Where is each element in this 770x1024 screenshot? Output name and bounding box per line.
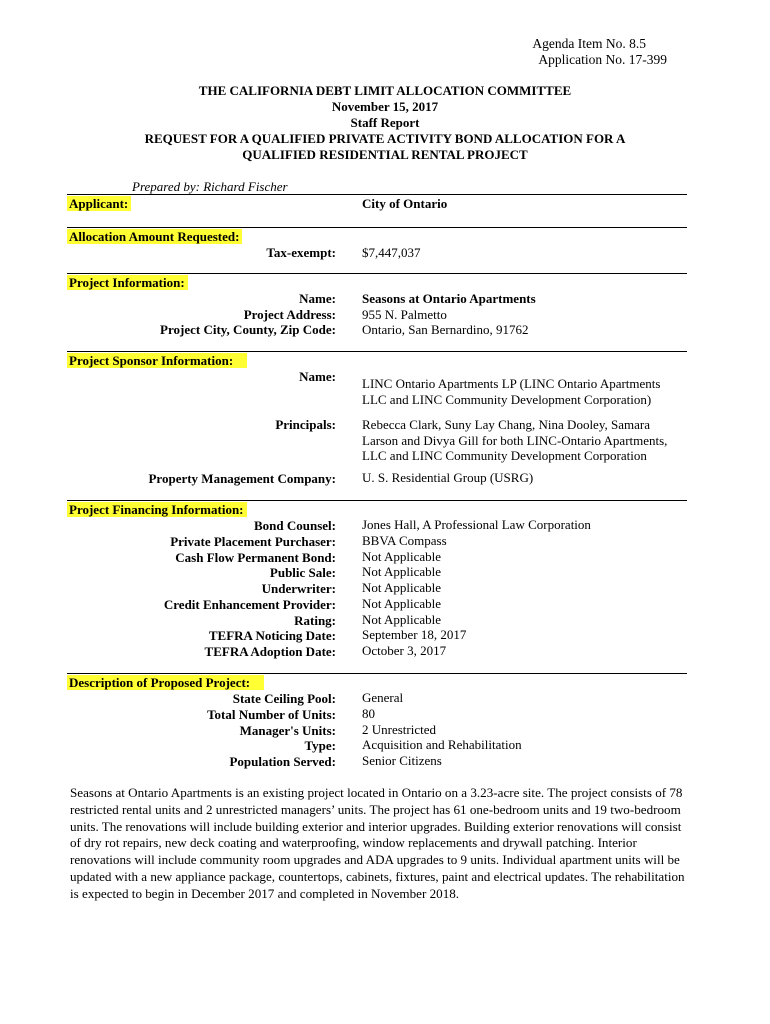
description-value: General (362, 690, 404, 705)
principals-label: Principals: (275, 417, 336, 432)
prepared-by: Prepared by: Richard Fischer (132, 179, 288, 194)
financing-value: Not Applicable (362, 548, 442, 564)
sponsor-heading: Project Sponsor Information: (67, 353, 247, 368)
financing-heading: Project Financing Information: (67, 502, 247, 517)
applicant-heading: Applicant: (67, 196, 131, 211)
financing-value: Not Applicable (362, 611, 442, 627)
management-company-label: Property Management Company: (148, 471, 336, 486)
applicant-value: City of Ontario (362, 196, 448, 211)
financing-label: Public Sale: (269, 565, 336, 581)
sponsor-name-label: Name: (299, 369, 336, 384)
section-divider (67, 194, 687, 195)
description-label: Manager's Units: (239, 722, 336, 738)
project-name-value: Seasons at Ontario Apartments (362, 291, 536, 306)
financing-label: Cash Flow Permanent Bond: (175, 549, 336, 565)
financing-labels (164, 518, 336, 660)
financing-value: Jones Hall, A Professional Law Corporation (362, 517, 591, 532)
financing-label: Credit Enhancement Provider: (163, 596, 336, 612)
financing-label: TEFRA Noticing Date: (208, 628, 336, 644)
financing-label: Underwriter: (261, 581, 336, 596)
section-divider (67, 273, 687, 274)
description-label: Type: (304, 738, 336, 754)
project-description-paragraph: Seasons at Ontario Apartments is an existing project located in Ontario on a 3.23-acre site. The project consists of 78 restricted rental units and 2 unrestricted managers’ units. The project has 61 one-bedroom units and 19 two-bedroom units. The renovations will include building exterior and interior upgrades. Building exterior renovations will consist of dry rot repairs, new deck coating and waterproofing, window replacements and drywall patching. Interior renovations will include community room upgrades and ADA upgrades to 9 units. Individual apartment units will be updated with a new appliance package, countertops, cabinets, fixtures, paint and electrical updates. The rehabilitation is expected to begin in December 2017 and completed in November 2018. (70, 785, 685, 901)
description-label: Total Number of Units: (207, 706, 336, 722)
financing-label: TEFRA Adoption Date: (204, 644, 336, 659)
description-labels (207, 691, 336, 770)
financing-value: Not Applicable (362, 564, 442, 580)
application-number: Application No. 17-399 (538, 52, 667, 67)
financing-label: Private Placement Purchaser: (170, 533, 336, 549)
financing-value: October 3, 2017 (362, 643, 447, 658)
sponsor-name-value: LINC Ontario Apartments LP (LINC Ontario Apartments LLC and LINC Community Development Corporation) (362, 376, 661, 407)
financing-value: Not Applicable (362, 580, 442, 595)
report-date: November 15, 2017 (331, 99, 439, 114)
description-value: Senior Citizens (362, 753, 442, 768)
project-info-heading: Project Information: (67, 275, 188, 290)
project-city-label: Project City, County, Zip Code: (160, 322, 336, 338)
description-label: State Ceiling Pool: (232, 691, 336, 706)
tax-exempt-label: Tax-exempt: (266, 245, 336, 260)
request-title-line2: QUALIFIED RESIDENTIAL RENTAL PROJECT (242, 147, 528, 162)
committee-title: THE CALIFORNIA DEBT LIMIT ALLOCATION COMMITTEE (198, 83, 572, 98)
management-company-value: U. S. Residential Group (USRG) (362, 470, 534, 485)
financing-value: September 18, 2017 (362, 627, 467, 643)
section-divider (67, 351, 687, 352)
description-label: Population Served: (229, 754, 336, 769)
agenda-item-number: Agenda Item No. 8.5 (532, 36, 646, 51)
section-divider (67, 673, 687, 674)
financing-label: Bond Counsel: (254, 518, 336, 533)
project-address-label: Project Address: (243, 306, 336, 322)
report-type: Staff Report (350, 115, 420, 130)
allocation-heading: Allocation Amount Requested: (67, 229, 242, 244)
financing-label: Rating: (294, 612, 336, 628)
project-city-value: Ontario, San Bernardino, 91762 (362, 322, 529, 338)
section-divider (67, 227, 687, 228)
description-values (362, 690, 522, 769)
description-heading: Description of Proposed Project: (67, 675, 264, 690)
description-value: Acquisition and Rehabilitation (362, 737, 522, 753)
request-title-line1: REQUEST FOR A QUALIFIED PRIVATE ACTIVITY BOND ALLOCATION FOR A (144, 131, 626, 146)
description-value: 2 Unrestricted (362, 721, 437, 737)
section-divider (67, 500, 687, 501)
agenda-block (532, 36, 667, 68)
project-name-label: Name: (299, 291, 336, 306)
project-address-value: 955 N. Palmetto (362, 306, 447, 322)
financing-value: Not Applicable (362, 595, 442, 611)
financing-value: BBVA Compass (362, 532, 447, 548)
tax-exempt-value: $7,447,037 (362, 245, 421, 260)
description-value: 80 (362, 705, 375, 721)
principals-value: Rebecca Clark, Suny Lay Chang, Nina Dooley, Samara Larson and Divya Gill for both LINC-Ontario Apartments, LLC and LINC Community Development Corporation (362, 417, 668, 464)
financing-values (362, 517, 591, 659)
